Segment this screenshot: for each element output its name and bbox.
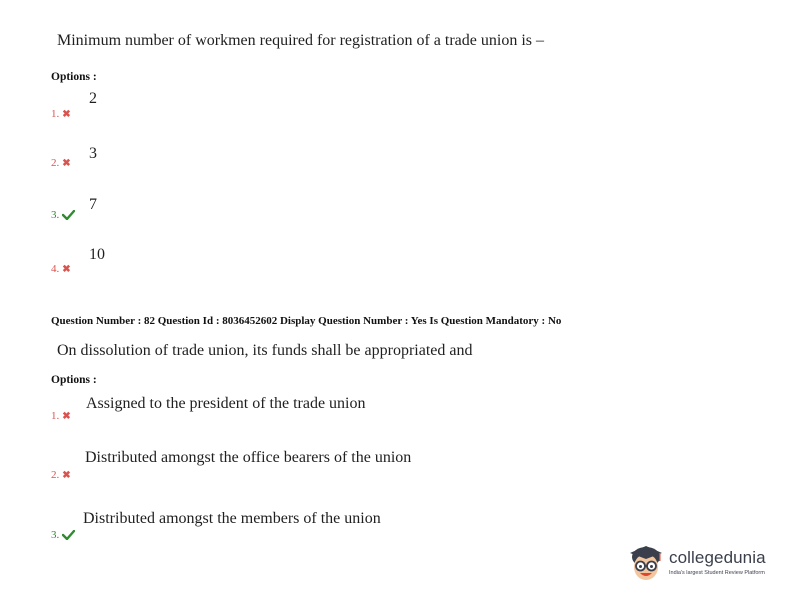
cross-icon: ✖ [62, 410, 71, 422]
cross-icon: ✖ [62, 108, 71, 120]
q1-option-2-label: 2. [51, 157, 60, 169]
question-2-options-label: Options : [51, 374, 97, 386]
q2-option-2-number [51, 469, 71, 481]
q1-option-1-label: 1. [51, 108, 60, 120]
q2-option-3-value: Distributed amongst the members of the union [83, 510, 381, 527]
q1-option-3-value: 7 [89, 196, 97, 213]
q2-option-1-label: 1. [51, 410, 60, 422]
cross-icon: ✖ [62, 263, 71, 275]
q1-option-4-label: 4. [51, 263, 60, 275]
q2-option-3-label: 3. [51, 529, 60, 541]
logo-tagline: India's largest Student Review Platform [669, 570, 765, 576]
student-mascot-icon [626, 543, 666, 587]
q1-option-4-number [51, 263, 71, 275]
q1-option-2-number [51, 157, 71, 169]
cross-icon: ✖ [62, 469, 71, 481]
q2-option-1-value: Assigned to the president of the trade union [86, 395, 366, 412]
check-icon [62, 530, 75, 540]
q2-option-2-label: 2. [51, 469, 60, 481]
q2-option-2-value: Distributed amongst the office bearers of the union [85, 449, 412, 466]
question-2-meta: Question Number : 82 Question Id : 8036452602 Display Question Number : Yes Is Question Mandatory : No [51, 315, 562, 327]
q1-option-3-label: 3. [51, 209, 60, 221]
q1-option-3-number [51, 209, 75, 221]
collegedunia-logo [626, 543, 776, 587]
question-1-options-label: Options : [51, 71, 97, 83]
q2-option-1-number [51, 410, 71, 422]
q1-option-2-value: 3 [89, 145, 97, 162]
q1-option-4-value: 10 [89, 246, 105, 263]
q1-option-1-value: 2 [89, 90, 97, 107]
q2-option-3-number [51, 529, 75, 541]
question-1-text: Minimum number of workmen required for registration of a trade union is – [57, 32, 544, 49]
question-2-text: On dissolution of trade union, its funds shall be appropriated and [57, 342, 473, 359]
q1-option-1-number [51, 108, 71, 120]
cross-icon: ✖ [62, 157, 71, 169]
check-icon [62, 210, 75, 220]
logo-wordmark: collegedunia [669, 548, 766, 567]
